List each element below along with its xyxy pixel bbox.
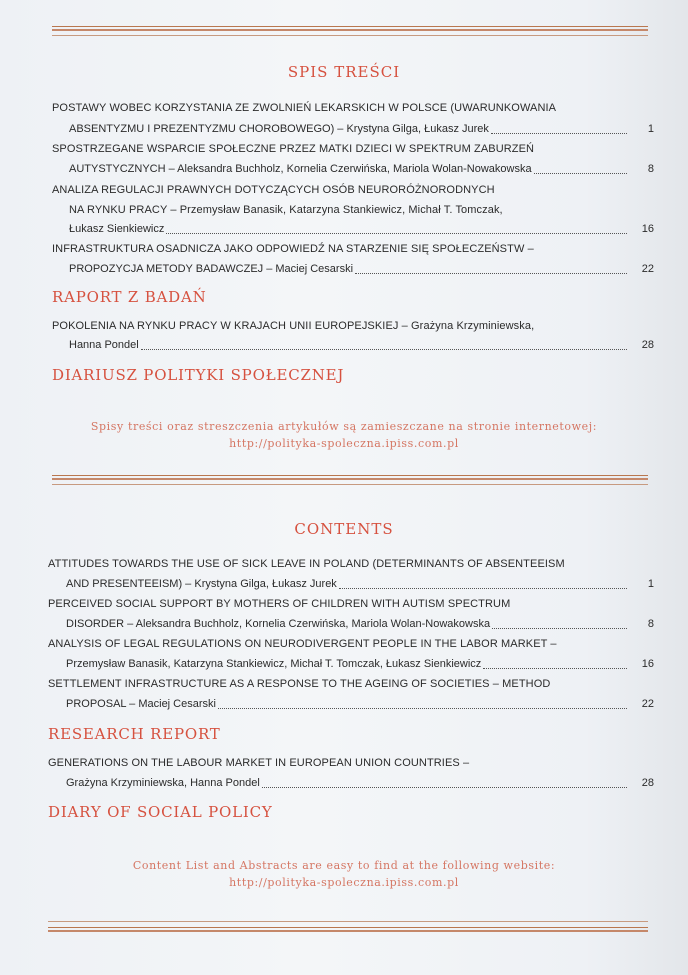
middle-rule	[52, 475, 648, 482]
leader-dots	[141, 340, 627, 350]
pl-report-entry-page: 28	[641, 339, 654, 351]
en-report-entry-line-2: Grażyna Krzyminiewska, Hanna Pondel	[66, 777, 260, 789]
research-report-heading: RESEARCH REPORT	[48, 725, 221, 743]
leader-dots	[262, 778, 627, 788]
top-rule-inner	[52, 35, 648, 37]
pl-entry-4-line-1: INFRASTRUKTURA OSADNICZA JAKO ODPOWIEDŹ NA STARZENIE SIĘ SPOŁECZEŃSTW –	[52, 243, 534, 255]
pl-entry-3-page: 16	[641, 223, 654, 235]
raport-z-badan-heading: RAPORT Z BADAŃ	[52, 288, 207, 306]
en-entry-4-line-1: SETTLEMENT INFRASTRUCTURE AS A RESPONSE TO THE AGEING OF SOCIETIES – METHOD	[48, 678, 551, 690]
en-entry-3-line-2: Przemysław Banasik, Katarzyna Stankiewicz, Michał T. Tomczak, Łukasz Sienkiewicz	[66, 658, 482, 670]
pl-report-entry-line-1: POKOLENIA NA RYNKU PRACY W KRAJACH UNII EUROPEJSKIEJ – Grażyna Krzyminiewska,	[52, 320, 535, 332]
en-report-entry-last	[66, 777, 654, 790]
pl-entry-4-page: 22	[641, 263, 654, 275]
leader-dots	[355, 264, 627, 274]
en-report-entry-line-1: GENERATIONS ON THE LABOUR MARKET IN EUROPEAN UNION COUNTRIES –	[48, 757, 470, 769]
leader-dots	[492, 619, 627, 629]
en-website-note: Content List and Abstracts are easy to find at the following website:	[132, 859, 556, 872]
en-entry-2-last	[66, 618, 654, 631]
en-entry-4-last	[66, 698, 654, 711]
pl-entry-3-line-1: ANALIZA REGULACJI PRAWNYCH DOTYCZĄCYCH OSÓB NEURORÓŻNORODNYCH	[52, 184, 495, 196]
middle-rule-inner	[52, 484, 648, 486]
diariusz-heading: DIARIUSZ POLITYKI SPOŁECZNEJ	[52, 366, 345, 384]
en-entry-3-last	[66, 658, 654, 671]
en-report-entry-page: 28	[641, 777, 654, 789]
pl-entry-3-last	[69, 223, 654, 236]
leader-dots	[218, 699, 627, 709]
en-entry-1-line-2: AND PRESENTEEISM) – Krystyna Gilga, Łukasz Jurek	[66, 578, 337, 590]
pl-entry-2-line-2: AUTYSTYCZNYCH – Aleksandra Buchholz, Kornelia Czerwińska, Mariola Wolan-Nowakowska	[69, 163, 532, 175]
pl-entry-1-line-1: POSTAWY WOBEC KORZYSTANIA ZE ZWOLNIEŃ LEKARSKICH W POLSCE (UWARUNKOWANIA	[52, 102, 557, 114]
pl-entry-2-page: 8	[647, 163, 654, 175]
leader-dots	[339, 579, 627, 589]
pl-entry-1-last	[69, 123, 654, 136]
pl-website-note: Spisy treści oraz streszczenia artykułów są zamieszczane na stronie internetowej:	[90, 420, 598, 433]
pl-entry-2-line-1: SPOSTRZEGANE WSPARCIE SPOŁECZNE PRZEZ MATKI DZIECI W SPEKTRUM ZABURZEŃ	[52, 143, 535, 155]
pl-website-url[interactable]: http://polityka-spoleczna.ipiss.com.pl	[229, 437, 459, 450]
en-entry-2-line-1: PERCEIVED SOCIAL SUPPORT BY MOTHERS OF CHILDREN WITH AUTISM SPECTRUM	[48, 598, 511, 610]
pl-entry-1-line-2: ABSENTYZMU I PREZENTYZMU CHOROBOWEGO) – Krystyna Gilga, Łukasz Jurek	[69, 123, 489, 135]
en-entry-4-page: 22	[641, 698, 654, 710]
pl-report-entry-line-2: Hanna Pondel	[69, 339, 139, 351]
en-entry-2-page: 8	[647, 618, 654, 630]
spis-tresci-heading: SPIS TREŚCI	[287, 63, 401, 81]
pl-entry-4-line-2: PROPOZYCJA METODY BADAWCZEJ – Maciej Cesarski	[69, 263, 354, 275]
bottom-rule	[48, 921, 648, 923]
pl-entry-3-line-3: Łukasz Sienkiewicz	[69, 223, 165, 235]
en-entry-4-line-2: PROPOSAL – Maciej Cesarski	[66, 698, 216, 710]
pl-entry-3-line-2: NA RYNKU PRACY – Przemysław Banasik, Katarzyna Stankiewicz, Michał T. Tomczak,	[69, 204, 503, 216]
pl-entry-4-last	[69, 263, 654, 276]
leader-dots	[534, 164, 627, 174]
en-entry-1-line-1: ATTITUDES TOWARDS THE USE OF SICK LEAVE IN POLAND (DETERMINANTS OF ABSENTEEISM	[48, 558, 565, 570]
leader-dots	[491, 124, 627, 134]
en-website-url[interactable]: http://polityka-spoleczna.ipiss.com.pl	[229, 876, 459, 889]
diary-heading: DIARY OF SOCIAL POLICY	[48, 803, 273, 821]
en-entry-3-line-1: ANALYSIS OF LEGAL REGULATIONS ON NEURODIVERGENT PEOPLE IN THE LABOR MARKET –	[48, 638, 557, 650]
bottom-rule-outer	[48, 927, 648, 934]
en-entry-2-line-2: DISORDER – Aleksandra Buchholz, Kornelia Czerwińska, Mariola Wolan-Nowakowska	[66, 618, 491, 630]
pl-entry-2-last	[69, 163, 654, 176]
top-rule	[52, 26, 648, 33]
leader-dots	[483, 659, 627, 669]
en-entry-1-page: 1	[647, 578, 654, 590]
en-entry-1-last	[66, 578, 654, 591]
contents-heading: CONTENTS	[294, 520, 394, 538]
pl-entry-1-page: 1	[647, 123, 654, 135]
pl-report-entry-last	[69, 339, 654, 352]
en-entry-3-page: 16	[641, 658, 654, 670]
leader-dots	[166, 224, 627, 234]
